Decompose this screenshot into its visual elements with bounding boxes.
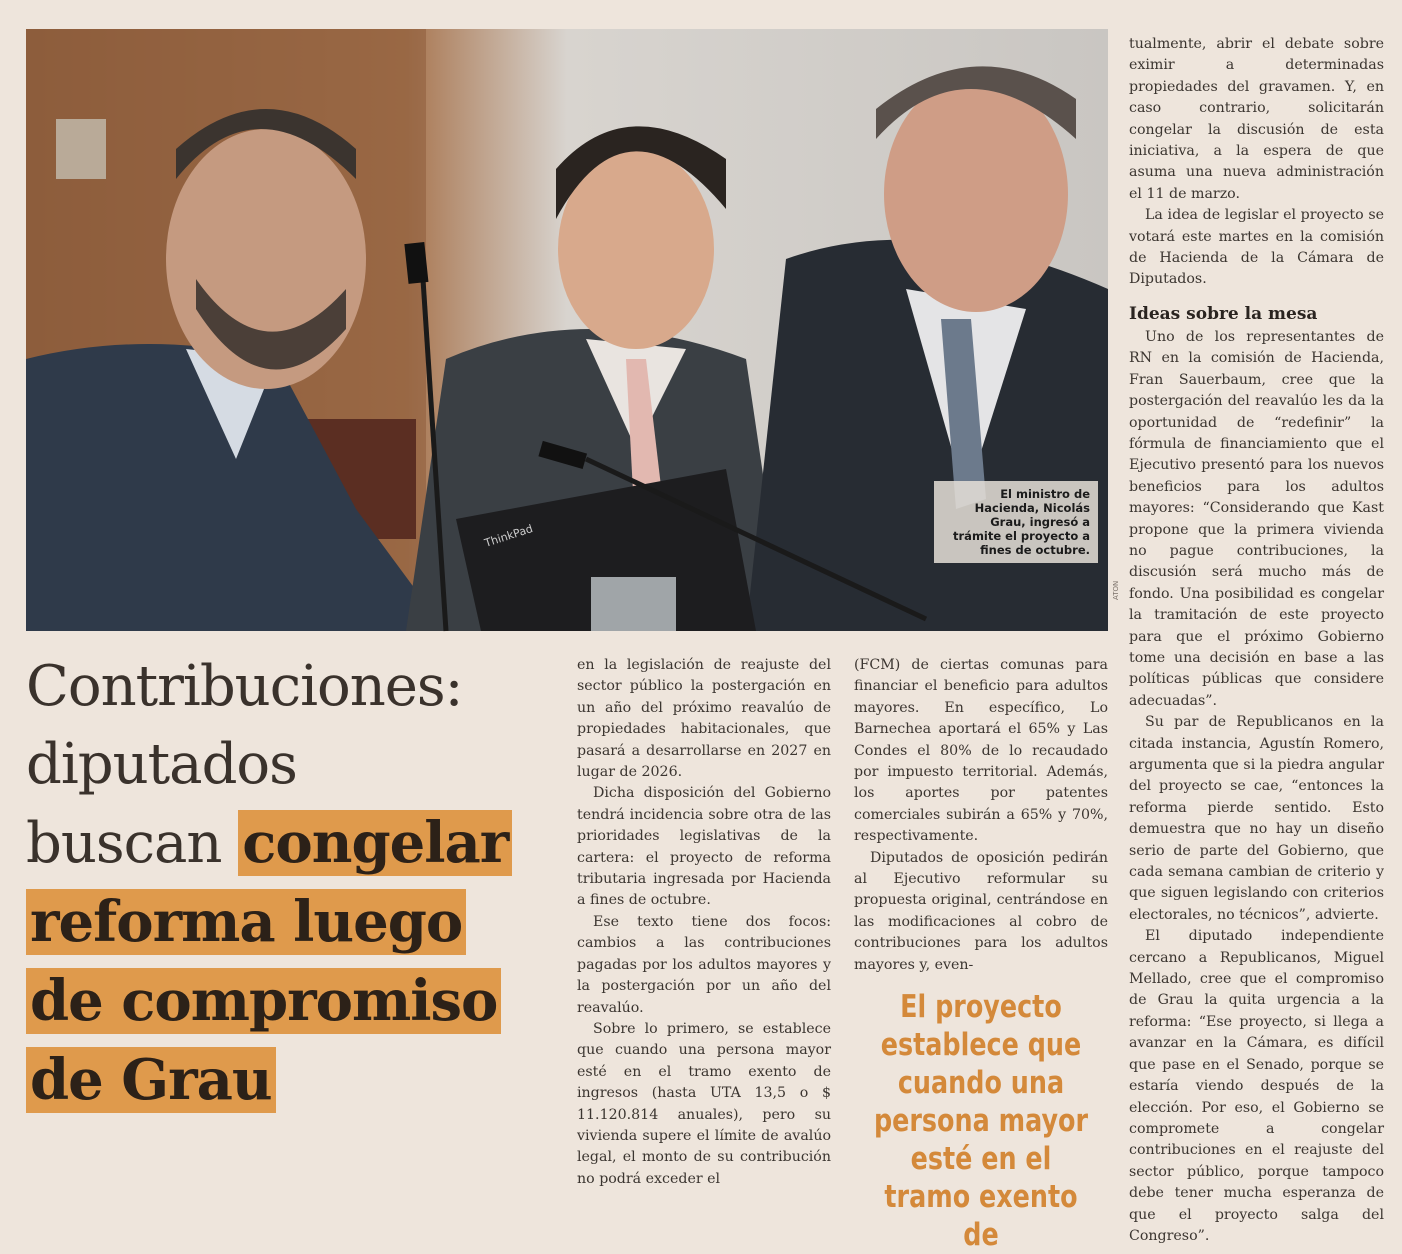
photo-caption: El ministro de Hacienda, Nicolás Grau, ingresó a trámite el proyecto a fines de octubre. [934,481,1098,563]
paragraph: (FCM) de ciertas comunas para financiar el beneficio para adultos mayores. En específico, Lo Barnechea aportará el 65% y Las Condes el 80% de lo recaudado por impuesto territorial. Además, los aportes por patentes comerciales subirán a 65% y 70%, respectivamente. [854,657,1108,845]
laptop-brand-text: ThinkPad [482,522,535,550]
article-column-2 [854,655,1108,973]
headline-line-2: diputados [26,732,297,797]
headline-line-3 [26,811,512,876]
headline-line-1: Contribuciones: [26,654,463,719]
news-photo [26,29,1108,631]
article-column-1 [577,655,831,1187]
subheading: Ideas sobre la mesa [1129,303,1318,324]
paragraph: Uno de los representantes de RN en la comisión de Hacienda, Fran Sauerbaum, cree que la postergación del reavalúo les da la oportunidad de “redefinir” la fórmula de financiamiento que el Ejecutivo presentó para los nuevos beneficios para los adultos mayores: “Considerando que Kast propone que la primera vivienda no pague contribuciones, la discusión será mucho más de fondo. Una posibilidad es congelar la tramitación de este proyecto para que el próximo Gobierno tome una decisión en base a las políticas públicas que considere adecuadas”. [1129,328,1384,709]
headline-highlight-2: reforma luego [26,889,466,955]
paragraph: Diputados de oposición pedirán al Ejecutivo reformular su propuesta original, centrándose en las modificaciones al cobro de contribuciones para los adultos mayores y, even- [854,849,1108,973]
paragraph: Sobre lo primero, se establece que cuando una persona mayor esté en el tramo exento de ingresos (hasta UTA 13,5 o $ 11.120.814 anuales), pero su vivienda supere el límite de avalúo legal, el monto de su contribución no podrá exceder el [577,1020,831,1187]
headline [26,648,566,1120]
headline-highlight-1: congelar [238,810,512,876]
pull-quote: El proyecto establece que cuando una persona mayor esté en el tramo exento de [873,989,1089,1253]
paragraph: El diputado independiente cercano a Republicanos, Miguel Mellado, cree que el compromiso de Grau la quita urgencia a la reforma: “Ese proyecto, si llega a avanzar en la Cámara, es difícil que pase en el Senado, porque se estaría viendo después de la elección. Por eso, el Gobierno se compromete a congelar contribuciones en el reajuste del sector público, porque tampoco debe tener mucha esperanza de que el proyecto salga del Congreso”. [1129,928,1384,1244]
photo-credit: ATON [1112,580,1120,600]
headline-line-3-plain: buscan [26,811,222,876]
article-column-3 [1129,34,1384,1244]
paragraph: Su par de Republicanos en la citada instancia, Agustín Romero, argumenta que si la piedra angular del proyecto se cae, “entonces la reforma pierde sentido. Esto demuestra que no hay un diseño serio de parte del Gobierno, que cada semana cambian de criterio y que siguen legislando con criterios electorales, no técnicos”, advierte. [1129,714,1384,923]
paragraph: tualmente, abrir el debate sobre eximir a determinadas propiedades del gravamen. Y, en caso contrario, solicitarán congelar la discusión de esta iniciativa, a la espera de que asuma una nueva administración el 11 de marzo. [1129,36,1384,202]
paragraph: Dicha disposición del Gobierno tendrá incidencia sobre otra de las prioridades legislativas de la cartera: el proyecto de reforma tributaria ingresada por Hacienda a fines de octubre. [577,785,831,909]
headline-highlight-3: de compromiso [26,968,501,1034]
headline-highlight-4: de Grau [26,1047,276,1113]
paragraph: en la legislación de reajuste del sector público la postergación en un año del próximo reavalúo de propiedades habitacionales, que pasará a desarrollarse en 2027 en lugar de 2026. [577,657,831,781]
paragraph: Ese texto tiene dos focos: cambios a las contribuciones pagadas por los adultos mayores y la postergación por un año del reavalúo. [577,913,831,1016]
paragraph: La idea de legislar el proyecto se votará este martes en la comisión de Hacienda de la Cámara de Diputados. [1129,207,1384,288]
